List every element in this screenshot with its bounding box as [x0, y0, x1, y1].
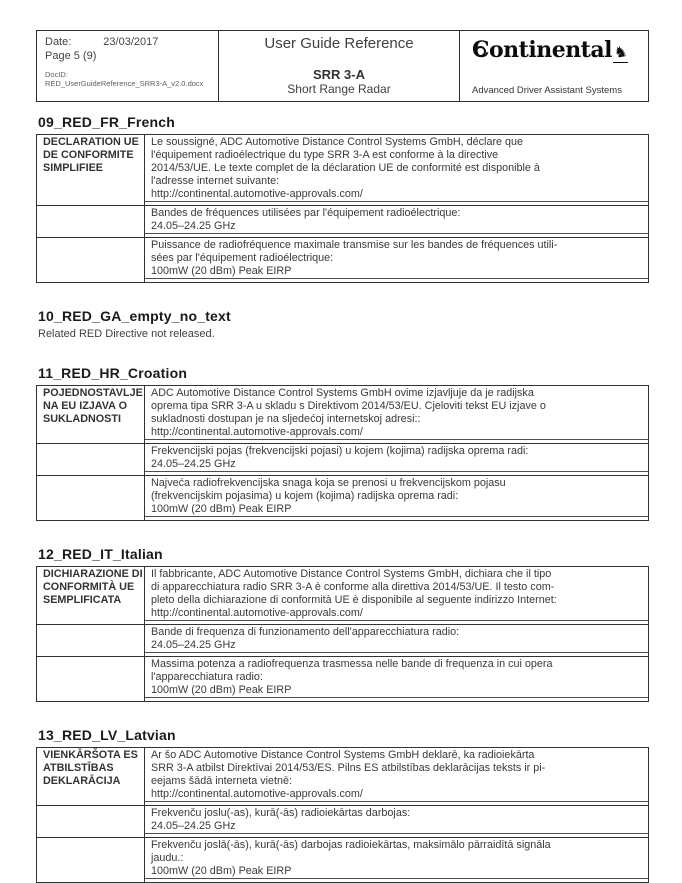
- label-line: DECLARATION UE: [43, 136, 139, 148]
- table-line: Frekvencijski pojas (frekvencijski pojasi) u kojem (kojima) radijska oprema radi:: [151, 445, 529, 457]
- frequency-value: 24.05–24.25 GHz: [145, 220, 648, 234]
- section-heading-10: 10_RED_GA_empty_no_text: [38, 308, 231, 324]
- table-line: Bande di frequenza di funzionamento dell'apparecchiatura radio:: [151, 626, 460, 638]
- brand-wordmark: Continental: [472, 37, 612, 63]
- table-line: eejams šādā interneta vietnē:: [151, 775, 293, 787]
- table-line: Bandes de fréquences utilisées par l'équipement radioélectrique:: [151, 207, 461, 219]
- label-line: SUKLADNOSTI: [43, 413, 121, 425]
- label-line: SEMPLIFICATA: [43, 594, 122, 606]
- declaration-table-croatian: [36, 385, 649, 521]
- section-10-body: Related RED Directive not released.: [38, 328, 215, 340]
- link-url[interactable]: http://continental.automotive-approvals.com/: [145, 788, 648, 802]
- link-url[interactable]: http://continental.automotive-approvals.com/: [145, 607, 648, 621]
- table-line: di apparecchiatura radio SRR 3-A è conforme alla direttiva 2014/53/UE. Il testo com-: [151, 581, 555, 593]
- date-value: 23/03/2017: [103, 36, 159, 48]
- power-value: 100mW (20 dBm) Peak EIRP: [145, 265, 648, 279]
- power-cell: [145, 838, 649, 883]
- horse-underline: [613, 38, 628, 63]
- section-heading-13: 13_RED_LV_Latvian: [38, 727, 176, 743]
- doc-title: User Guide Reference: [264, 35, 414, 52]
- table-label-cell: [37, 838, 145, 883]
- table-label-cell: [37, 567, 145, 625]
- frequency-band-cell: [145, 625, 649, 657]
- section-heading-11: 11_RED_HR_Croation: [38, 365, 188, 381]
- table-label-cell: [37, 135, 145, 206]
- date-label: Date:: [45, 36, 72, 48]
- table-line: l'apparecchiatura radio:: [151, 671, 263, 683]
- frequency-band-cell: [145, 206, 649, 238]
- page-number: Page 5 (9): [45, 50, 97, 62]
- table-label-cell: [37, 444, 145, 476]
- label-line: CONFORMITÀ UE: [43, 581, 135, 593]
- declaration-table-french: [36, 134, 649, 283]
- table-label-cell: [37, 206, 145, 238]
- table-line: SRR 3-A atbilst Direktīvai 2014/53/ES. Pilns ES atbilstības deklarācijas teksts ir pi-: [151, 762, 546, 774]
- docid-value: RED_UserGuideReference_SRR3-A_v2.0.docx: [45, 79, 204, 88]
- frequency-band-cell: [145, 444, 649, 476]
- table-line: pleto della dichiarazione di conformità UE è disponibile al seguente indirizzo Internet:: [151, 594, 557, 606]
- power-value: 100mW (20 dBm) Peak EIRP: [145, 503, 648, 517]
- frequency-value: 24.05–24.25 GHz: [145, 639, 648, 653]
- table-line: (frekvencijskim pojasima) u kojem (kojima) radijska oprema radi:: [151, 490, 459, 502]
- label-line: DICHIARAZIONE DI: [43, 568, 143, 580]
- label-line: DEKLARĀCIJA: [43, 775, 121, 787]
- section-heading-12: 12_RED_IT_Italian: [38, 546, 163, 562]
- frequency-value: 24.05–24.25 GHz: [145, 458, 648, 472]
- header-title-cell: [218, 31, 459, 101]
- label-line: NA EU IZJAVA O: [43, 400, 127, 412]
- table-label-cell: [37, 657, 145, 702]
- table-line: Najveća radiofrekvencijska snaga koja se prenosi u frekvencijskom pojasu: [151, 477, 506, 489]
- declaration-table-italian: [36, 566, 649, 702]
- section-heading-09: 09_RED_FR_French: [38, 114, 176, 130]
- brand-subtitle: Advanced Driver Assistant Systems: [472, 85, 622, 96]
- table-line: Massima potenza a radiofrequenza trasmessa nelle bande di frequenza in cui opera: [151, 658, 553, 670]
- table-line: sukladnosti dostupan je na sljedećoj internetskoj adresi::: [151, 413, 421, 425]
- header-brand-cell: [459, 31, 648, 101]
- power-value: 100mW (20 dBm) Peak EIRP: [145, 865, 648, 879]
- table-line: Ar šo ADC Automotive Distance Control Systems GmbH deklarē, ka radioiekārta: [151, 749, 535, 761]
- table-line: l'adresse internet suivante:: [151, 175, 280, 187]
- frequency-band-cell: [145, 806, 649, 838]
- declaration-cell: [145, 135, 649, 206]
- table-line: l'équipement radioélectrique du type SRR 3-A est conforme à la directive: [151, 149, 499, 161]
- table-line: oprema tipa SRR 3-A u skladu s Direktivom 2014/53/EU. Cjeloviti tekst EU izjave o: [151, 400, 546, 412]
- table-line: ADC Automotive Distance Control Systems GmbH ovime izjavljuje da je radijska: [151, 387, 534, 399]
- table-line: sées par l'équipement radioélectrique:: [151, 252, 334, 264]
- tire-ring-icon: [475, 46, 486, 57]
- table-label-cell: [37, 806, 145, 838]
- table-line: Frekvenču joslu(-as), kurā(-ās) radioiekārtas darbojas:: [151, 807, 411, 819]
- product-name: SRR 3-A: [312, 67, 365, 82]
- table-line: Frekvenču joslā(-ās), kurā(-ās) darbojas radioiekārtas, maksimālo pārraidītā signāla: [151, 839, 551, 851]
- declaration-table-latvian: [36, 747, 649, 883]
- declaration-cell: [145, 748, 649, 806]
- frequency-value: 24.05–24.25 GHz: [145, 820, 648, 834]
- horse-icon: ♞: [612, 42, 629, 62]
- power-cell: [145, 657, 649, 702]
- table-line: jaudu.:: [151, 852, 184, 864]
- header-meta-cell: [37, 31, 218, 101]
- table-line: Il fabbricante, ADC Automotive Distance Control Systems GmbH, dichiara che il tipo: [151, 568, 552, 580]
- label-line: DE CONFORMITE: [43, 149, 134, 161]
- table-line: Puissance de radiofréquence maximale transmise sur les bandes de fréquences utili-: [151, 239, 558, 251]
- table-label-cell: [37, 386, 145, 444]
- header-table: [36, 30, 649, 102]
- label-line: SIMPLIFIEE: [43, 162, 103, 174]
- link-url[interactable]: http://continental.automotive-approvals.com/: [145, 188, 648, 202]
- link-url[interactable]: http://continental.automotive-approvals.com/: [145, 426, 648, 440]
- label-line: ATBILSTĪBAS: [43, 762, 114, 774]
- label-line: VIENKĀRŠOTA ES: [43, 749, 138, 761]
- power-cell: [145, 238, 649, 283]
- table-label-cell: [37, 238, 145, 283]
- declaration-cell: [145, 567, 649, 625]
- table-line: 2014/53/UE. Le texte complet de la déclaration UE de conformité est disponible à: [151, 162, 540, 174]
- power-value: 100mW (20 dBm) Peak EIRP: [145, 684, 648, 698]
- label-line: POJEDNOSTAVLJE: [43, 387, 143, 399]
- power-cell: [145, 476, 649, 521]
- docid-label: DocID:: [45, 70, 68, 79]
- product-subtitle: Short Range Radar: [287, 82, 391, 96]
- table-line: Le soussigné, ADC Automotive Distance Control Systems GmbH, déclare que: [151, 136, 524, 148]
- table-label-cell: [37, 625, 145, 657]
- table-label-cell: [37, 476, 145, 521]
- table-label-cell: [37, 748, 145, 806]
- continental-logo: [472, 38, 638, 63]
- declaration-cell: [145, 386, 649, 444]
